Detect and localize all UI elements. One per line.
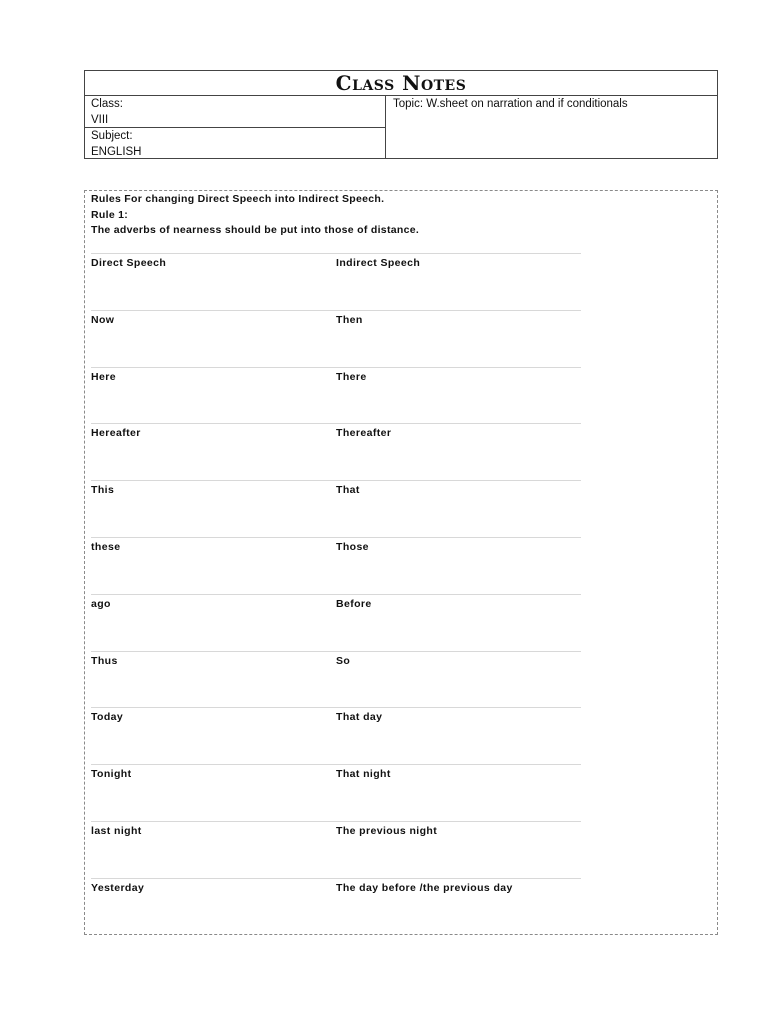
direct-word: last night: [91, 824, 142, 837]
direct-word: Tonight: [91, 768, 132, 781]
direct-word: Thus: [91, 654, 118, 667]
direct-word: Today: [91, 711, 124, 724]
indirect-speech-header: Indirect Speech: [336, 257, 421, 269]
subject-field: [85, 128, 385, 159]
rules-intro: [91, 192, 419, 239]
subject-label: Subject:: [91, 130, 133, 142]
table-row: [91, 310, 581, 367]
topic-field: [386, 96, 717, 159]
table-row: [91, 423, 581, 480]
indirect-word: The day before /the previous day: [336, 881, 513, 894]
class-field: [85, 96, 385, 128]
table-header-row: [91, 253, 581, 310]
worksheet-content: [84, 190, 718, 935]
direct-word: Here: [91, 370, 116, 383]
topic-text: Topic: W.sheet on narration and if conditionals: [393, 98, 628, 110]
direct-word: Now: [91, 313, 115, 326]
table-row: [91, 480, 581, 537]
class-label: Class:: [91, 98, 123, 110]
indirect-word: That: [336, 484, 360, 497]
direct-word: Hereafter: [91, 427, 141, 440]
table-row: [91, 594, 581, 651]
table-row: [91, 537, 581, 594]
indirect-word: That day: [336, 711, 383, 724]
indirect-word: Those: [336, 540, 369, 553]
table-row: [91, 651, 581, 708]
rule-number: Rule 1:: [91, 208, 129, 221]
table-row: [91, 764, 581, 821]
indirect-word: Thereafter: [336, 427, 392, 440]
table-row: [91, 707, 581, 764]
indirect-word: That night: [336, 768, 391, 781]
indirect-word: There: [336, 370, 367, 383]
class-subject-column: [85, 96, 386, 159]
table-row: [91, 367, 581, 424]
table-row: [91, 878, 581, 935]
indirect-word: So: [336, 654, 351, 667]
indirect-word: Then: [336, 313, 363, 326]
direct-word: these: [91, 540, 121, 553]
indirect-word: Before: [336, 597, 372, 610]
subject-value: ENGLISH: [91, 146, 142, 158]
indirect-word: The previous night: [336, 824, 438, 837]
direct-word: Yesterday: [91, 881, 145, 894]
class-value: VIII: [91, 114, 109, 126]
speech-conversion-table: [91, 253, 581, 935]
rule-text: The adverbs of nearness should be put into those of distance.: [91, 224, 420, 236]
table-row: [91, 821, 581, 878]
page-title: Class Notes: [85, 71, 717, 96]
class-notes-header: [84, 70, 718, 159]
direct-word: ago: [91, 597, 111, 610]
direct-word: This: [91, 484, 115, 497]
rules-heading: Rules For changing Direct Speech into Indirect Speech.: [91, 193, 385, 205]
direct-speech-header: Direct Speech: [91, 257, 167, 269]
